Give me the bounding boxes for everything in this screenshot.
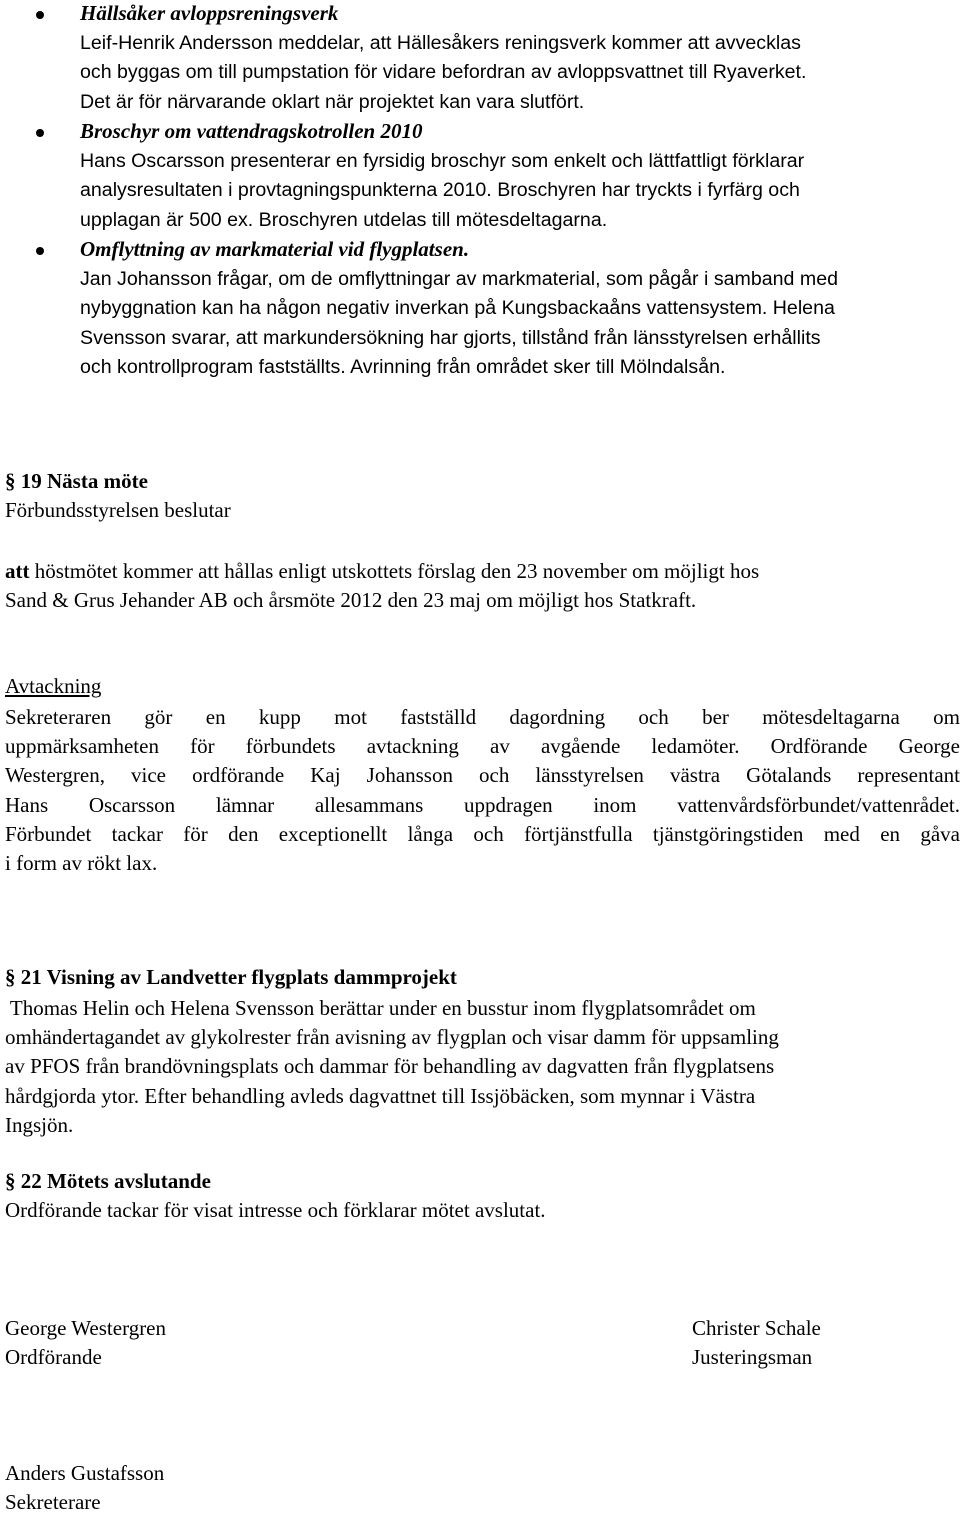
section-heading: § 19 Nästa möte [5, 469, 148, 493]
decision-text [5, 557, 960, 615]
section-heading: § 21 Visning av Landvetter flygplats dammprojekt [5, 965, 457, 989]
text-line: av PFOS från brandövningsplats och dammar för behandling av dagvatten från flygplatsens [5, 1054, 775, 1079]
bullet-title: Omflyttning av markmaterial vid flygplatsen. [80, 237, 470, 261]
text-line: och kontrollprogram fastställts. Avrinning från området sker till Mölndalsån. [80, 356, 726, 379]
signatory-role: Sekreterare [5, 1490, 101, 1514]
text-line: Jan Johansson frågar, om de omflyttningar av markmaterial, som pågår i samband med [80, 268, 838, 290]
text-line: upplagan är 500 ex. Broschyren utdelas till mötesdeltagarna. [80, 208, 608, 231]
text-line: Hans Oscarsson presenterar en fyrsidig broschyr som enkelt och lättfattligt förklarar [80, 150, 805, 172]
section-heading-avtackning: Avtackning [5, 674, 102, 698]
signature-block-bottom [5, 1459, 164, 1517]
text-line [5, 557, 960, 586]
decision-keyword: att [5, 559, 30, 583]
signatory-role: Justeringsman [692, 1345, 813, 1369]
bullet-icon [36, 129, 44, 137]
bullet-icon [36, 247, 44, 255]
text-line: Leif-Henrik Andersson meddelar, att Hällesåkers reningsverk kommer att avvecklas [80, 32, 801, 54]
text-line: nybyggnation kan ha någon negativ inverkan på Kungsbackaåns vattensystem. Helena [80, 297, 835, 320]
section-body [5, 994, 960, 1140]
signature-block-right [692, 1314, 821, 1372]
text-line: Ingsjön. [5, 1112, 74, 1137]
bullet-body [80, 147, 960, 235]
bullet-title: Hällsåker avloppsreningsverk [80, 1, 339, 25]
bullet-icon [36, 11, 44, 19]
text-line: Det är för närvarande oklart när projektet kan vara slutfört. [80, 90, 585, 113]
text-line: Sekreteraren gör en kupp mot fastställd dagordning och ber mötesdeltagarna om [5, 705, 960, 729]
text-line: hårdgjorda ytor. Efter behandling avleds dagvattnet till Issjöbäcken, som mynnar i Västra [5, 1083, 756, 1108]
signatory-name: George Westergren [5, 1316, 167, 1340]
bullet-body [80, 29, 960, 117]
text-line: Sand & Grus Jehander AB och årsmöte 2012 den 23 maj om möjligt hos Statkraft. [5, 588, 697, 613]
section-body: Ordförande tackar för visat intresse och förklarar mötet avslutat. [5, 1198, 546, 1222]
text-line: Thomas Helin och Helena Svensson berättar under en busstur inom flygplatsområdet om [5, 996, 756, 1020]
text-line: uppmärksamheten för förbundets avtackning av avgående ledamöter. Ordförande George [5, 734, 960, 759]
text-line: i form av rökt lax. [5, 851, 158, 876]
text-line: Westergren, vice ordförande Kaj Johansson och länsstyrelsen västra Götalands representant [5, 763, 960, 788]
text-line: omhändertagandet av glykolrester från avisning av flygplan och visar damm för uppsamling [5, 1025, 779, 1050]
text-line: Svensson svarar, att markundersökning har gjorts, tillstånd från länsstyrelsen erhållits [80, 326, 821, 349]
avtackning-body [5, 703, 960, 878]
text-line: Hans Oscarsson lämnar allesammans uppdragen inom vattenvårdsförbundet/vattenrådet. [5, 792, 960, 817]
bullet-title: Broschyr om vattendragskotrollen 2010 [80, 119, 423, 143]
signatory-role: Ordförande [5, 1345, 102, 1369]
bullet-body [80, 265, 960, 383]
signature-block-left [5, 1314, 166, 1372]
section-subheading: Förbundsstyrelsen beslutar [5, 498, 231, 522]
section-heading: § 22 Mötets avslutande [5, 1169, 211, 1193]
text-line: analysresultaten i provtagningspunkterna 2010. Broschyren har tryckts i fyrfärg och [80, 179, 800, 202]
text-line: Förbundet tackar för den exceptionellt långa och förtjänstfulla tjänstgöringstiden med en gåva [5, 821, 960, 846]
signatory-name: Christer Schale [692, 1316, 821, 1340]
signatory-name: Anders Gustafsson [5, 1461, 165, 1485]
decision-line-rest: höstmötet kommer att hållas enligt utskottets förslag den 23 november om möjligt hos [29, 559, 760, 583]
text-line: och byggas om till pumpstation för vidare befordran av avloppsvattnet till Ryaverket. [80, 61, 807, 84]
